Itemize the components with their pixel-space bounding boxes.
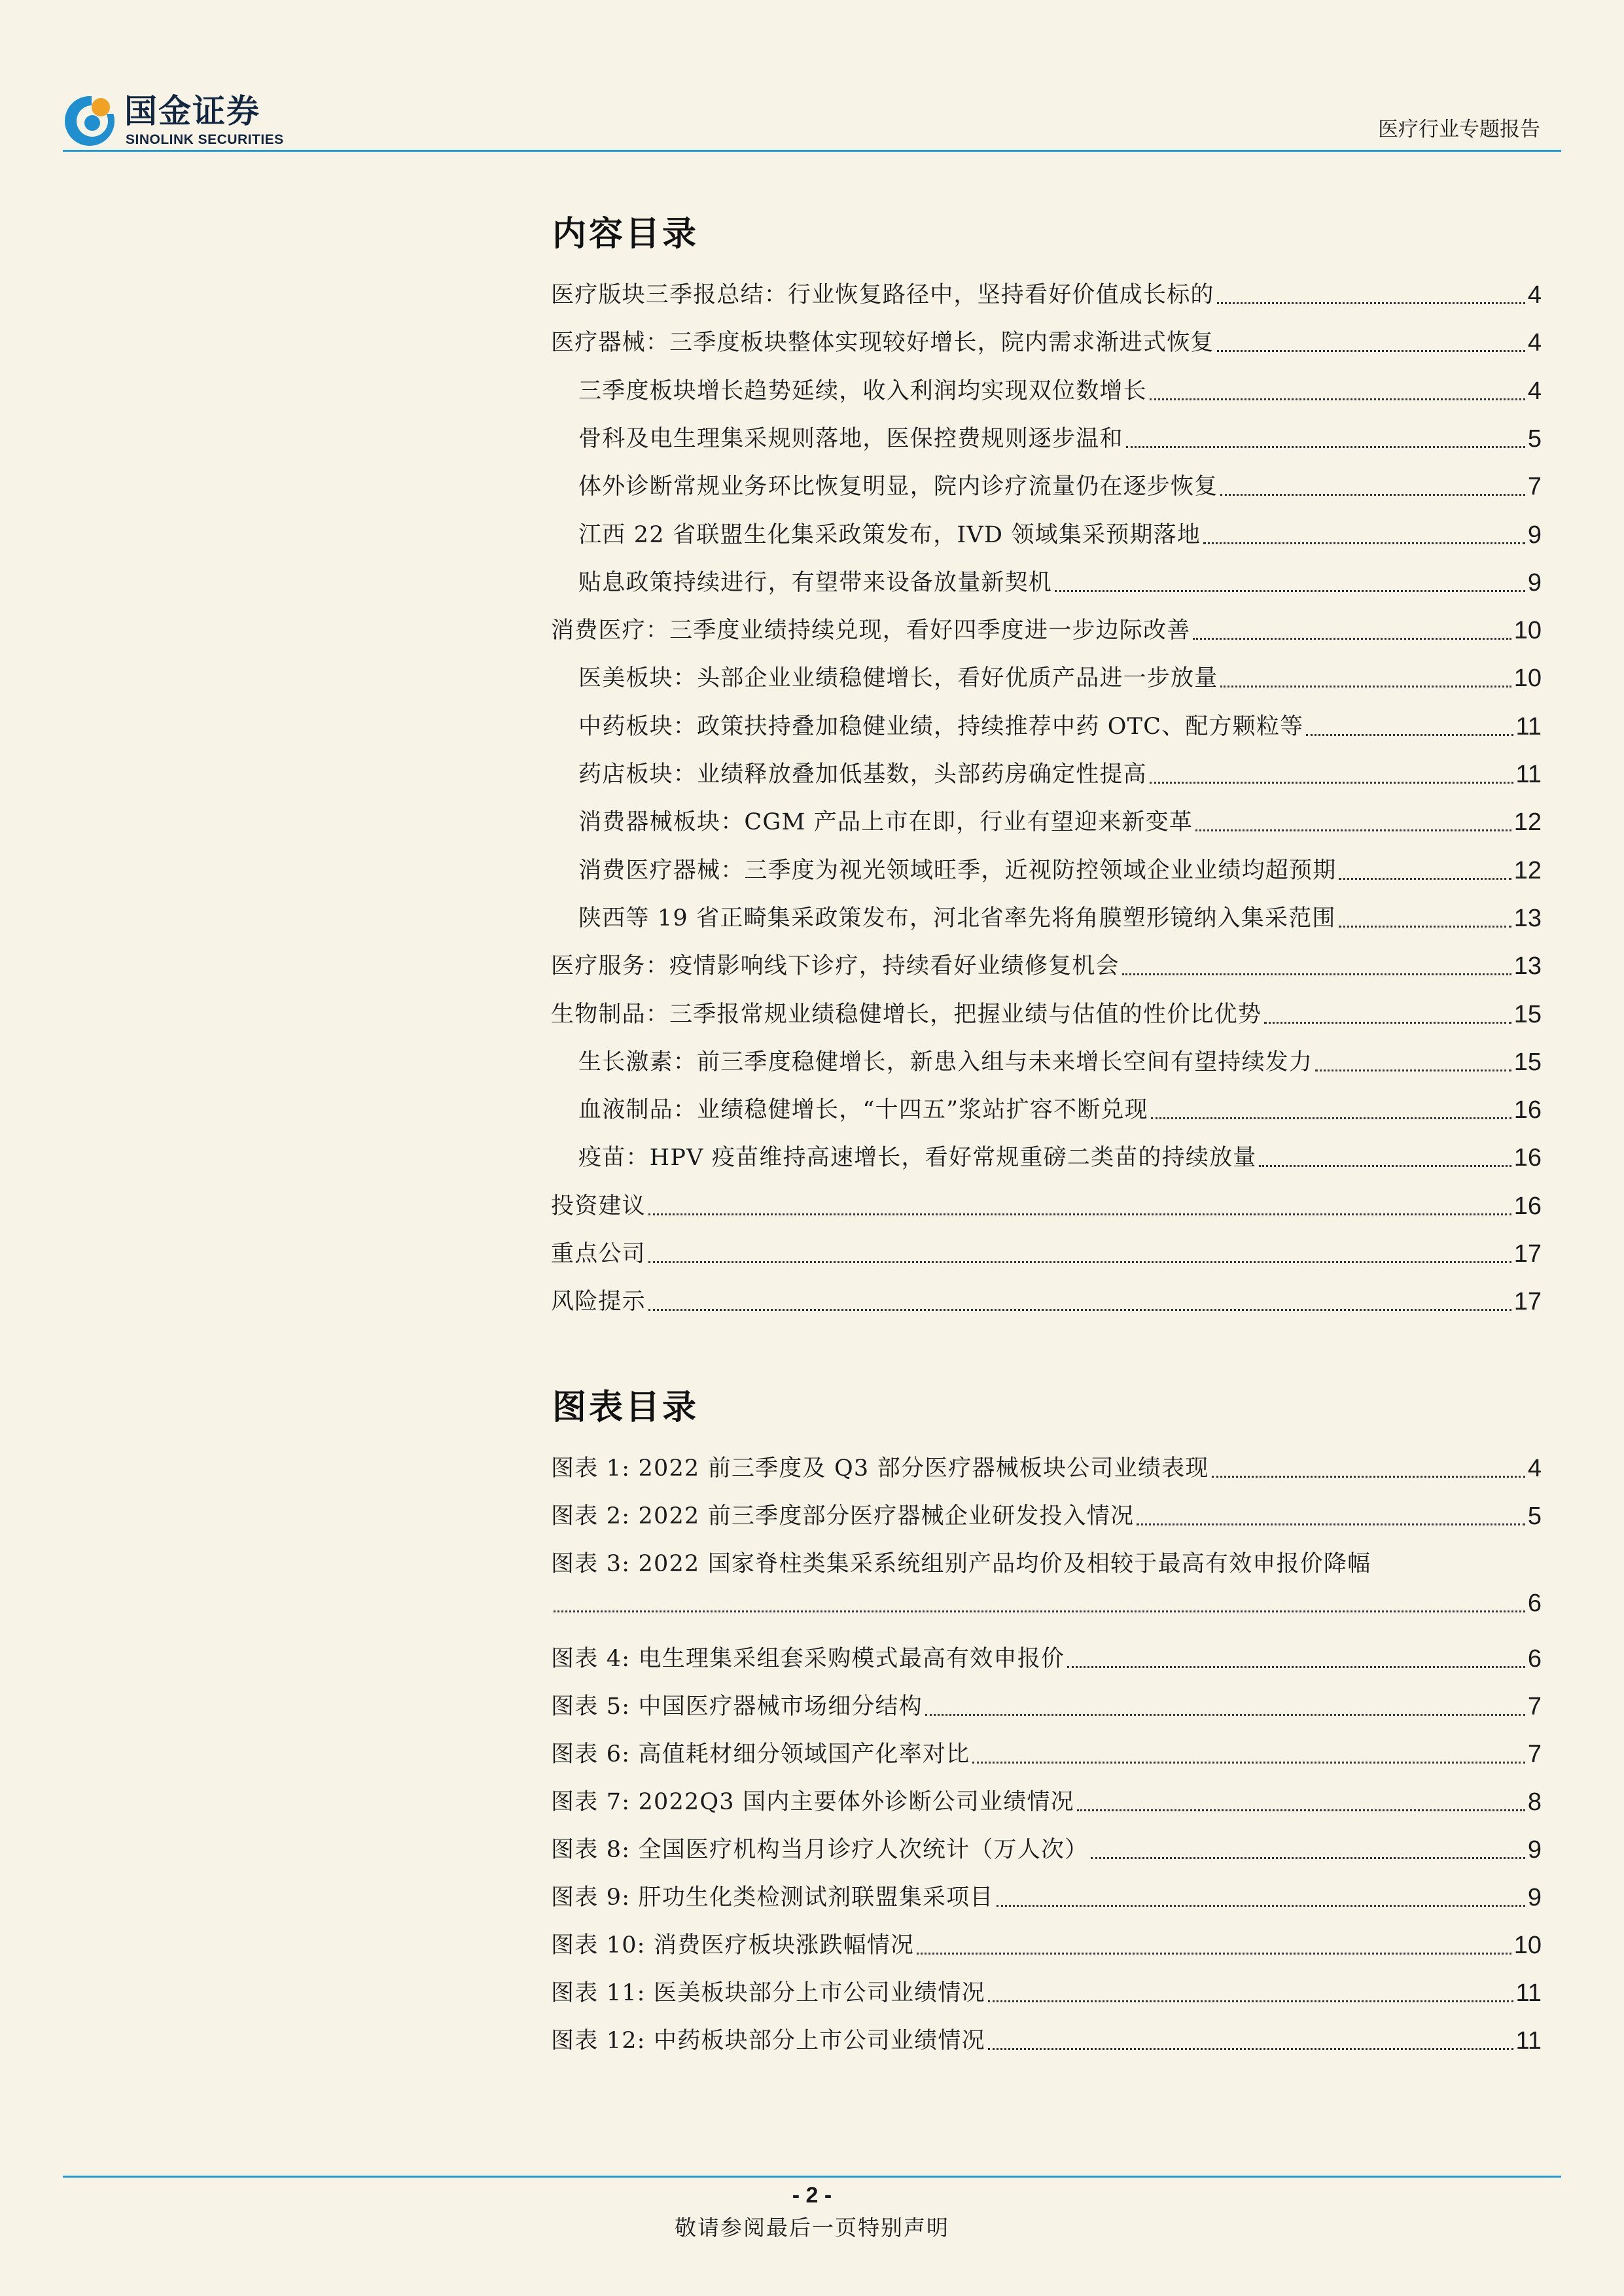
figure-entry-page: 11 <box>1515 2027 1542 2055</box>
toc-entry-page: 7 <box>1527 473 1542 500</box>
toc-entry-page: 12 <box>1513 857 1542 884</box>
toc-entry[interactable] <box>551 277 1542 310</box>
figure-entry-title: 图表 4: 电生理集采组套采购模式最高有效申报价 <box>551 1646 1065 1672</box>
contents-title: 内容目录 <box>552 215 699 254</box>
toc-entry-title: 医疗版块三季报总结：行业恢复路径中，坚持看好价值成长标的 <box>551 282 1214 308</box>
toc-entry[interactable] <box>578 709 1542 742</box>
figure-entry-title: 图表 7: 2022Q3 国内主要体外诊断公司业绩情况 <box>551 1789 1074 1815</box>
figure-entry-page: 5 <box>1527 1503 1542 1530</box>
toc-entry[interactable] <box>578 469 1542 502</box>
figure-toc-entry[interactable] <box>551 1832 1542 1865</box>
figure-entry-page: 10 <box>1513 1932 1542 1959</box>
figure-entry-page: 6 <box>1527 1590 1542 1617</box>
toc-entry-title: 体外诊断常规业务环比恢复明显，院内诊疗流量仍在逐步恢复 <box>578 474 1218 500</box>
figure-toc-entry[interactable] <box>551 1928 1542 1960</box>
toc-entry[interactable] <box>578 421 1542 454</box>
figure-toc-entry[interactable] <box>551 1689 1542 1722</box>
toc-entry-page: 9 <box>1527 569 1542 597</box>
dot-leader <box>1137 1523 1525 1525</box>
dot-leader <box>648 1213 1511 1215</box>
figure-entry-page: 4 <box>1527 1455 1542 1482</box>
dot-leader <box>1339 926 1511 928</box>
sinolink-logo-icon <box>63 94 116 148</box>
toc-entry[interactable] <box>578 565 1542 598</box>
toc-entry[interactable] <box>578 1140 1542 1173</box>
figure-toc-entry[interactable] <box>551 1975 1542 2008</box>
dot-leader <box>1195 829 1511 831</box>
dot-leader <box>648 1261 1511 1263</box>
figure-toc-entry[interactable] <box>551 1499 1542 1531</box>
toc-entry[interactable] <box>551 1236 1542 1269</box>
toc-entry[interactable] <box>578 1045 1542 1077</box>
toc-entry-title: 消费医疗：三季度业绩持续兑现，看好四季度进一步边际改善 <box>551 617 1191 644</box>
figure-toc-entry[interactable] <box>551 1546 1542 1618</box>
dot-leader <box>1217 350 1525 352</box>
toc-entry-title: 陕西等 19 省正畸集采政策发布，河北省率先将角膜塑形镜纳入集采范围 <box>578 905 1336 931</box>
toc-entry-title: 医疗器械：三季度板块整体实现较好增长，院内需求渐进式恢复 <box>551 330 1214 356</box>
dot-leader <box>1126 446 1525 448</box>
dot-leader <box>1259 1165 1511 1167</box>
figure-entry-title: 图表 3: 2022 国家脊柱类集采系统组别产品均价及相较于最高有效申报价降幅 <box>551 1551 1371 1577</box>
toc-entry-page: 15 <box>1513 1049 1542 1076</box>
toc-entry-page: 10 <box>1513 665 1542 692</box>
dot-leader <box>1150 782 1513 784</box>
figure-entry-title: 图表 5: 中国医疗器械市场细分结构 <box>551 1694 923 1720</box>
toc-entry-page: 4 <box>1527 329 1542 357</box>
dot-leader <box>554 1610 1525 1612</box>
dot-leader <box>1212 1476 1525 1478</box>
dot-leader <box>1220 494 1525 496</box>
toc-entry-page: 5 <box>1527 425 1542 453</box>
figure-entry-title: 图表 9: 肝功生化类检测试剂联盟集采项目 <box>551 1885 994 1911</box>
toc-entry[interactable] <box>551 1284 1542 1317</box>
toc-entry-page: 17 <box>1513 1240 1542 1268</box>
figure-entry-title: 图表 12: 中药板块部分上市公司业绩情况 <box>551 2028 985 2054</box>
dot-leader <box>988 2000 1513 2002</box>
toc-entry[interactable] <box>578 901 1542 933</box>
dot-leader <box>1306 734 1513 736</box>
footer-disclaimer: 敬请参阅最后一页特别声明 <box>675 2215 949 2240</box>
toc-entry-page: 16 <box>1513 1144 1542 1172</box>
logo-english-name: SINOLINK SECURITIES <box>126 132 284 147</box>
dot-leader <box>997 1905 1525 1907</box>
dot-leader <box>1091 1857 1525 1859</box>
toc-entry-page: 9 <box>1527 521 1542 549</box>
dot-leader <box>1055 590 1525 592</box>
report-type-label: 医疗行业专题报告 <box>1378 118 1540 141</box>
figure-entry-title: 图表 1: 2022 前三季度及 Q3 部分医疗器械板块公司业绩表现 <box>551 1455 1209 1482</box>
toc-entry-page: 16 <box>1513 1192 1542 1220</box>
figures-title: 图表目录 <box>552 1388 699 1427</box>
toc-entry[interactable] <box>551 948 1542 981</box>
toc-entry-title: 三季度板块增长趋势延续，收入利润均实现双位数增长 <box>578 378 1147 404</box>
dot-leader <box>925 1714 1525 1716</box>
figure-entry-title: 图表 10: 消费医疗板块涨跌幅情况 <box>551 1932 915 1958</box>
page-number: - 2 - <box>792 2183 832 2208</box>
dot-leader <box>972 1762 1525 1764</box>
figure-entry-page: 9 <box>1527 1836 1542 1864</box>
toc-entry-title: 药店板块：业绩释放叠加低基数，头部药房确定性提高 <box>578 761 1147 788</box>
figure-toc-entry[interactable] <box>551 1641 1542 1674</box>
figure-toc-entry[interactable] <box>551 2023 1542 2056</box>
dot-leader <box>1150 398 1525 400</box>
company-logo <box>63 92 298 152</box>
toc-entry[interactable] <box>578 853 1542 886</box>
toc-entry-page: 13 <box>1513 952 1542 980</box>
toc-entry[interactable] <box>578 805 1542 837</box>
figure-entry-page: 11 <box>1515 1979 1542 2007</box>
footer-divider <box>63 2176 1561 2178</box>
toc-entry-page: 12 <box>1513 809 1542 836</box>
toc-entry[interactable] <box>551 613 1542 646</box>
toc-entry[interactable] <box>578 1092 1542 1125</box>
toc-entry-page: 4 <box>1527 281 1542 309</box>
toc-entry-page: 4 <box>1527 377 1542 405</box>
toc-entry-title: 血液制品：业绩稳健增长，“十四五”浆站扩容不断兑现 <box>578 1097 1148 1123</box>
toc-entry-title: 疫苗：HPV 疫苗维持高速增长，看好常规重磅二类苗的持续放量 <box>578 1145 1257 1171</box>
toc-entry[interactable] <box>551 1189 1542 1221</box>
dot-leader <box>1220 686 1511 687</box>
toc-entry-page: 11 <box>1515 713 1542 740</box>
toc-entry-page: 16 <box>1513 1096 1542 1124</box>
dot-leader <box>648 1309 1511 1311</box>
figure-toc-entry[interactable] <box>551 1880 1542 1913</box>
dot-leader <box>1067 1666 1525 1668</box>
figure-toc-entry[interactable] <box>551 1451 1542 1484</box>
toc-entry-title: 风险提示 <box>551 1289 646 1315</box>
toc-entry-title: 生长激素：前三季度稳健增长，新患入组与未来增长空间有望持续发力 <box>578 1049 1313 1075</box>
toc-entry-title: 医美板块：头部企业业绩稳健增长，看好优质产品进一步放量 <box>578 665 1218 691</box>
toc-entry-title: 消费医疗器械：三季度为视光领域旺季，近视防控领域企业业绩均超预期 <box>578 858 1337 884</box>
dot-leader <box>1264 1022 1511 1024</box>
figure-toc-entry[interactable] <box>551 1784 1542 1817</box>
toc-entry-title: 消费器械板块：CGM 产品上市在即，行业有望迎来新变革 <box>578 809 1193 835</box>
toc-entry-title: 医疗服务：疫情影响线下诊疗，持续看好业绩修复机会 <box>551 953 1120 979</box>
toc-entry-title: 重点公司 <box>551 1241 646 1267</box>
figure-toc-entry[interactable] <box>551 1737 1542 1769</box>
figure-entry-page: 7 <box>1527 1693 1542 1720</box>
toc-entry-title: 骨科及电生理集采规则落地，医保控费规则逐步温和 <box>578 426 1123 452</box>
dot-leader <box>988 2048 1513 2050</box>
toc-entry-page: 13 <box>1513 905 1542 932</box>
dot-leader <box>1203 542 1525 544</box>
dot-leader <box>1217 302 1525 304</box>
figure-entry-title: 图表 8: 全国医疗机构当月诊疗人次统计（万人次） <box>551 1837 1089 1863</box>
dot-leader <box>1077 1809 1525 1811</box>
toc-entry[interactable] <box>551 997 1542 1030</box>
toc-entry-page: 11 <box>1515 761 1542 788</box>
dot-leader <box>917 1953 1511 1955</box>
toc-entry-title: 贴息政策持续进行，有望带来设备放量新契机 <box>578 570 1053 596</box>
logo-chinese-name: 国金证券 <box>124 92 260 130</box>
toc-entry[interactable] <box>578 517 1542 550</box>
figure-entry-title: 图表 11: 医美板块部分上市公司业绩情况 <box>551 1980 985 2006</box>
figure-entry-page: 8 <box>1527 1788 1542 1816</box>
dot-leader <box>1122 973 1511 975</box>
figure-entry-page: 9 <box>1527 1884 1542 1911</box>
toc-entry[interactable] <box>551 325 1542 358</box>
figure-entry-page: 7 <box>1527 1741 1542 1768</box>
toc-entry-page: 17 <box>1513 1288 1542 1315</box>
toc-entry-title: 江西 22 省联盟生化集采政策发布，IVD 领域集采预期落地 <box>578 522 1201 548</box>
toc-entry[interactable] <box>578 374 1542 406</box>
figure-entry-title: 图表 2: 2022 前三季度部分医疗器械企业研发投入情况 <box>551 1503 1135 1529</box>
toc-entry-title: 投资建议 <box>551 1193 646 1219</box>
toc-entry-title: 中药板块：政策扶持叠加稳健业绩，持续推荐中药 OTC、配方颗粒等 <box>578 714 1304 740</box>
toc-entry-page: 15 <box>1513 1001 1542 1028</box>
dot-leader <box>1339 878 1511 880</box>
header-divider <box>63 150 1561 152</box>
dot-leader <box>1193 638 1511 640</box>
toc-entry[interactable] <box>578 661 1542 693</box>
dot-leader <box>1151 1117 1511 1119</box>
toc-entry-title: 生物制品：三季报常规业绩稳健增长，把握业绩与估值的性价比优势 <box>551 1001 1262 1028</box>
figure-entry-page: 6 <box>1527 1645 1542 1673</box>
toc-entry-page: 10 <box>1513 617 1542 644</box>
toc-entry[interactable] <box>578 757 1542 790</box>
dot-leader <box>1315 1070 1511 1071</box>
figure-entry-title: 图表 6: 高值耗材细分领域国产化率对比 <box>551 1741 970 1767</box>
